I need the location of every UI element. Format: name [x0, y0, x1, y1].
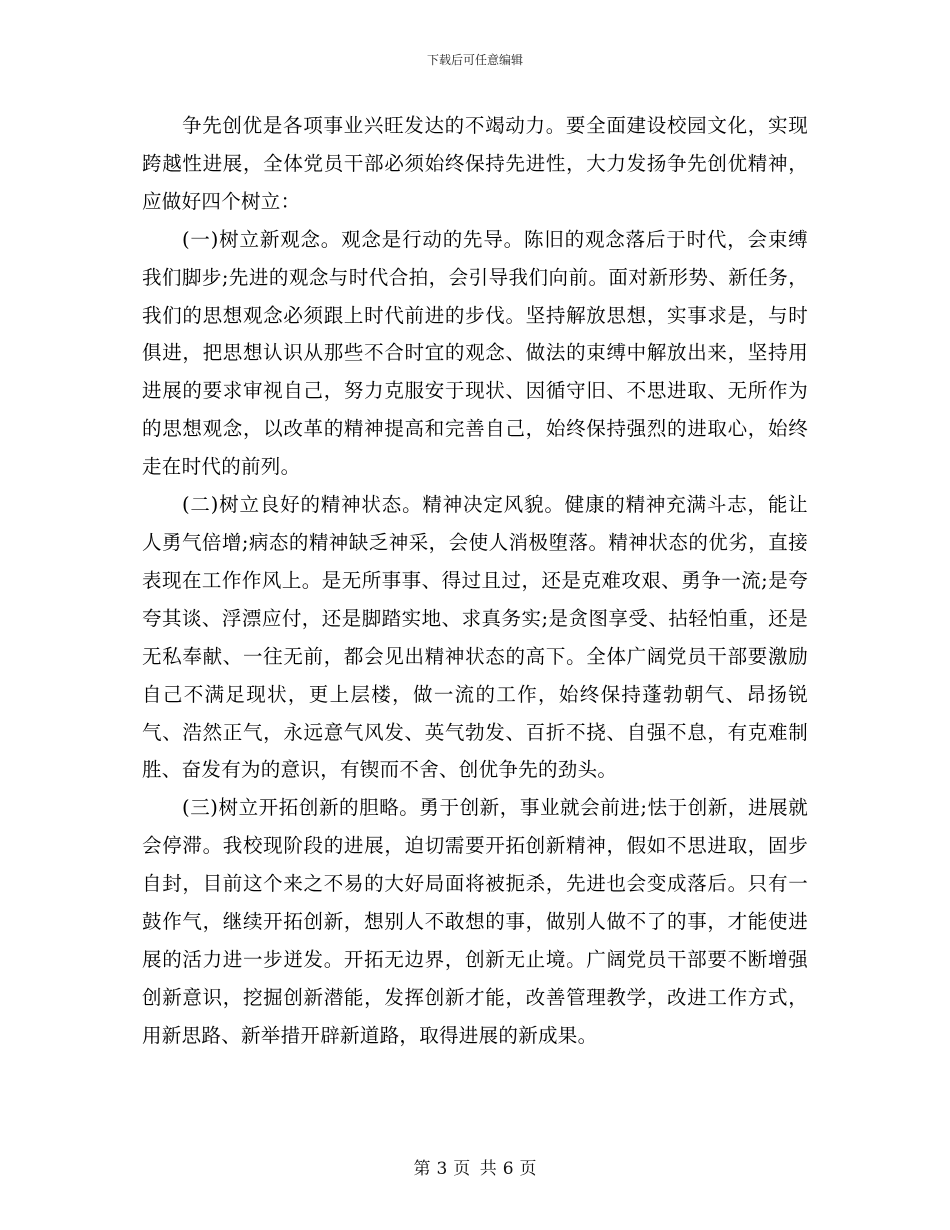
document-body	[142, 107, 808, 1055]
footer-prefix: 第	[413, 1159, 431, 1179]
paragraph-innovation: (三)树立开拓创新的胆略。勇于创新，事业就会前进;怯于创新，进展就会停滞。我校现阶段的进展，迫切需要开拓创新精神，假如不思进取，固步自封，目前这个来之不易的大好局面将被扼杀，先进也会变成落后。只有一鼓作气，继续开拓创新，想别人不敢想的事，做别人做不了的事，才能使进展的活力进一步迸发。开拓无边界，创新无止境。广阔党员干部要不断增强创新意识，挖掘创新潜能，发挥创新才能，改善管理教学，改进工作方式，用新思路、新举措开辟新道路，取得进展的新成果。	[142, 796, 808, 1047]
page-header: 下载后可任意编辑	[426, 53, 523, 67]
footer-suffix: 页	[519, 1159, 537, 1179]
footer-middle: 页 共	[453, 1159, 497, 1179]
paragraph-spirit-state: (二)树立良好的精神状态。精神决定风貌。健康的精神充满斗志，能让人勇气倍增;病态的精神缺乏神采，会使人消极堕落。精神状态的优劣，直接表现在工作作风上。是无所事事、得过且过，还是克难攻艰、勇争一流;是夸夸其谈、浮漂应付，还是脚踏实地、求真务实;是贪图享受、拈轻怕重，还是无私奉献、一往无前，都会见出精神状态的高下。全体广阔党员干部要激励自己不满足现状，更上层楼，做一流的工作，始终保持蓬勃朝气、昂扬锐气、浩然正气，永远意气风发、英气勃发、百折不挠、自强不息，有克难制胜、奋发有为的意识，有锲而不舍、创优争先的劲头。	[142, 493, 808, 782]
paragraph-new-concept: (一)树立新观念。观念是行动的先导。陈旧的观念落后于时代，会束缚我们脚步;先进的观念与时代合拍，会引导我们向前。面对新形势、新任务，我们的思想观念必须跟上时代前进的步伐。坚持解放思想，实事求是，与时俱进，把思想认识从那些不合时宜的观念、做法的束缚中解放出来，坚持用进展的要求审视自己，努力克服安于现状、因循守旧、不思进取、无所作为的思想观念，以改革的精神提高和完善自己，始终保持强烈的进取心，始终走在时代的前列。	[142, 227, 808, 479]
footer-current-page: 3	[436, 1159, 448, 1179]
paragraph-intro: 争先创优是各项事业兴旺发达的不竭动力。要全面建设校园文化，实现跨越性进展，全体党员干部必须始终保持先进性，大力发扬争先创优精神，应做好四个树立：	[142, 114, 808, 213]
footer-total-pages: 6	[502, 1159, 514, 1179]
page-footer	[0, 1158, 950, 1180]
